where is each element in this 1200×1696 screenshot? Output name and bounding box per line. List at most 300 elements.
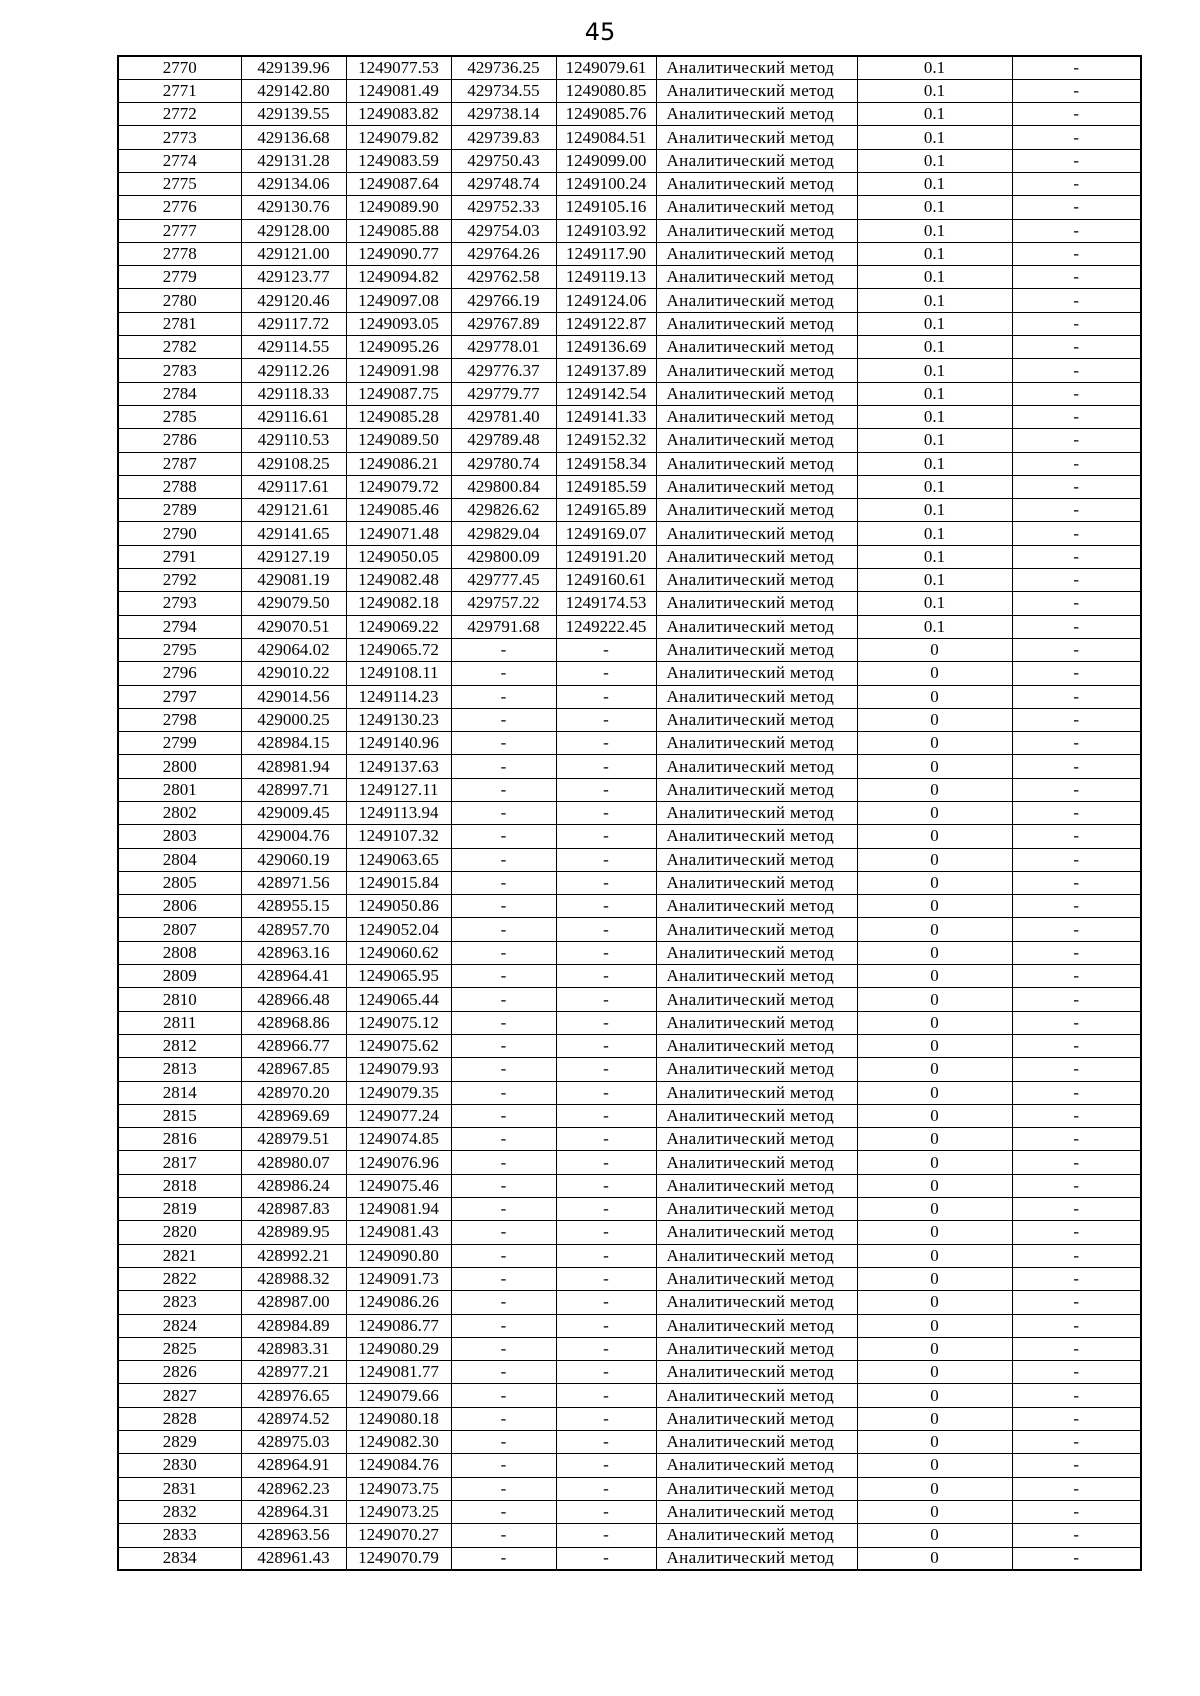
accuracy-cell: 0.1	[857, 126, 1012, 149]
accuracy-cell: 0	[857, 1337, 1012, 1360]
accuracy-cell: 0	[857, 1198, 1012, 1221]
point-number-cell: 2823	[118, 1291, 241, 1314]
y2-coordinate-cell: -	[556, 1267, 656, 1290]
y-coordinate-cell: 1249079.66	[346, 1384, 451, 1407]
point-number-cell: 2783	[118, 359, 241, 382]
note-cell: -	[1012, 965, 1141, 988]
x2-coordinate-cell: 429780.74	[451, 452, 556, 475]
method-cell: Аналитический метод	[656, 289, 857, 312]
note-cell: -	[1012, 1244, 1141, 1267]
accuracy-cell: 0.1	[857, 266, 1012, 289]
point-number-cell: 2807	[118, 918, 241, 941]
accuracy-cell: 0	[857, 1011, 1012, 1034]
x2-coordinate-cell: -	[451, 895, 556, 918]
point-number-cell: 2832	[118, 1500, 241, 1523]
method-cell: Аналитический метод	[656, 499, 857, 522]
y2-coordinate-cell: -	[556, 1058, 656, 1081]
point-number-cell: 2811	[118, 1011, 241, 1034]
x-coordinate-cell: 428964.91	[241, 1454, 346, 1477]
point-number-cell: 2770	[118, 56, 241, 79]
accuracy-cell: 0	[857, 825, 1012, 848]
x-coordinate-cell: 429121.61	[241, 499, 346, 522]
point-number-cell: 2828	[118, 1407, 241, 1430]
y2-coordinate-cell: -	[556, 1500, 656, 1523]
x2-coordinate-cell: 429826.62	[451, 499, 556, 522]
y2-coordinate-cell: -	[556, 732, 656, 755]
x2-coordinate-cell: -	[451, 1500, 556, 1523]
y2-coordinate-cell: 1249158.34	[556, 452, 656, 475]
y2-coordinate-cell: -	[556, 802, 656, 825]
table-row	[118, 1244, 1141, 1267]
x2-coordinate-cell: -	[451, 1361, 556, 1384]
y2-coordinate-cell: 1249099.00	[556, 149, 656, 172]
x-coordinate-cell: 429141.65	[241, 522, 346, 545]
y-coordinate-cell: 1249075.12	[346, 1011, 451, 1034]
table-row	[118, 1314, 1141, 1337]
x-coordinate-cell: 428966.48	[241, 988, 346, 1011]
x2-coordinate-cell: -	[451, 1547, 556, 1570]
note-cell: -	[1012, 312, 1141, 335]
x-coordinate-cell: 428967.85	[241, 1058, 346, 1081]
method-cell: Аналитический метод	[656, 732, 857, 755]
point-number-cell: 2786	[118, 429, 241, 452]
x2-coordinate-cell: 429776.37	[451, 359, 556, 382]
point-number-cell: 2787	[118, 452, 241, 475]
table-row	[118, 429, 1141, 452]
accuracy-cell: 0	[857, 708, 1012, 731]
x2-coordinate-cell: -	[451, 1291, 556, 1314]
note-cell: -	[1012, 56, 1141, 79]
y2-coordinate-cell: 1249100.24	[556, 172, 656, 195]
accuracy-cell: 0	[857, 1384, 1012, 1407]
y2-coordinate-cell: 1249137.89	[556, 359, 656, 382]
x2-coordinate-cell: -	[451, 778, 556, 801]
note-cell: -	[1012, 615, 1141, 638]
table-row	[118, 56, 1141, 79]
y2-coordinate-cell: -	[556, 1547, 656, 1570]
note-cell: -	[1012, 126, 1141, 149]
point-number-cell: 2789	[118, 499, 241, 522]
x-coordinate-cell: 428974.52	[241, 1407, 346, 1430]
x2-coordinate-cell: 429762.58	[451, 266, 556, 289]
note-cell: -	[1012, 848, 1141, 871]
y2-coordinate-cell: -	[556, 685, 656, 708]
x-coordinate-cell: 428988.32	[241, 1267, 346, 1290]
table-row	[118, 522, 1141, 545]
note-cell: -	[1012, 1500, 1141, 1523]
y-coordinate-cell: 1249069.22	[346, 615, 451, 638]
table-row	[118, 336, 1141, 359]
x2-coordinate-cell: -	[451, 1128, 556, 1151]
table-row	[118, 242, 1141, 265]
point-number-cell: 2778	[118, 242, 241, 265]
note-cell: -	[1012, 1034, 1141, 1057]
method-cell: Аналитический метод	[656, 266, 857, 289]
point-number-cell: 2781	[118, 312, 241, 335]
x-coordinate-cell: 429108.25	[241, 452, 346, 475]
y-coordinate-cell: 1249050.86	[346, 895, 451, 918]
table-row	[118, 1128, 1141, 1151]
x-coordinate-cell: 429128.00	[241, 219, 346, 242]
note-cell: -	[1012, 545, 1141, 568]
note-cell: -	[1012, 1081, 1141, 1104]
y-coordinate-cell: 1249083.82	[346, 103, 451, 126]
note-cell: -	[1012, 1198, 1141, 1221]
method-cell: Аналитический метод	[656, 522, 857, 545]
y2-coordinate-cell: 1249084.51	[556, 126, 656, 149]
y-coordinate-cell: 1249081.77	[346, 1361, 451, 1384]
table-row	[118, 1267, 1141, 1290]
y2-coordinate-cell: 1249136.69	[556, 336, 656, 359]
accuracy-cell: 0.1	[857, 56, 1012, 79]
point-number-cell: 2798	[118, 708, 241, 731]
accuracy-cell: 0.1	[857, 545, 1012, 568]
x2-coordinate-cell: 429779.77	[451, 382, 556, 405]
accuracy-cell: 0.1	[857, 522, 1012, 545]
method-cell: Аналитический метод	[656, 1361, 857, 1384]
x-coordinate-cell: 429116.61	[241, 405, 346, 428]
y-coordinate-cell: 1249085.46	[346, 499, 451, 522]
x-coordinate-cell: 429136.68	[241, 126, 346, 149]
x-coordinate-cell: 429064.02	[241, 638, 346, 661]
y-coordinate-cell: 1249082.48	[346, 569, 451, 592]
note-cell: -	[1012, 1407, 1141, 1430]
accuracy-cell: 0.1	[857, 336, 1012, 359]
x2-coordinate-cell: 429778.01	[451, 336, 556, 359]
accuracy-cell: 0	[857, 662, 1012, 685]
method-cell: Аналитический метод	[656, 103, 857, 126]
x2-coordinate-cell: -	[451, 1151, 556, 1174]
x2-coordinate-cell: -	[451, 1058, 556, 1081]
y-coordinate-cell: 1249063.65	[346, 848, 451, 871]
y2-coordinate-cell: -	[556, 1034, 656, 1057]
x2-coordinate-cell: 429764.26	[451, 242, 556, 265]
point-number-cell: 2772	[118, 103, 241, 126]
method-cell: Аналитический метод	[656, 126, 857, 149]
x-coordinate-cell: 428962.23	[241, 1477, 346, 1500]
x-coordinate-cell: 429123.77	[241, 266, 346, 289]
note-cell: -	[1012, 1361, 1141, 1384]
y2-coordinate-cell: 1249103.92	[556, 219, 656, 242]
accuracy-cell: 0	[857, 1477, 1012, 1500]
point-number-cell: 2788	[118, 475, 241, 498]
table-row	[118, 848, 1141, 871]
method-cell: Аналитический метод	[656, 592, 857, 615]
point-number-cell: 2806	[118, 895, 241, 918]
accuracy-cell: 0.1	[857, 499, 1012, 522]
accuracy-cell: 0.1	[857, 452, 1012, 475]
point-number-cell: 2802	[118, 802, 241, 825]
method-cell: Аналитический метод	[656, 336, 857, 359]
table-row	[118, 1477, 1141, 1500]
y2-coordinate-cell: -	[556, 965, 656, 988]
y-coordinate-cell: 1249075.62	[346, 1034, 451, 1057]
y2-coordinate-cell: 1249191.20	[556, 545, 656, 568]
y-coordinate-cell: 1249084.76	[346, 1454, 451, 1477]
accuracy-cell: 0	[857, 988, 1012, 1011]
y-coordinate-cell: 1249093.05	[346, 312, 451, 335]
table-row	[118, 149, 1141, 172]
table-row	[118, 499, 1141, 522]
method-cell: Аналитический метод	[656, 871, 857, 894]
method-cell: Аналитический метод	[656, 1524, 857, 1547]
note-cell: -	[1012, 429, 1141, 452]
note-cell: -	[1012, 685, 1141, 708]
note-cell: -	[1012, 592, 1141, 615]
y2-coordinate-cell: -	[556, 638, 656, 661]
y2-coordinate-cell: -	[556, 755, 656, 778]
method-cell: Аналитический метод	[656, 475, 857, 498]
note-cell: -	[1012, 405, 1141, 428]
note-cell: -	[1012, 79, 1141, 102]
x2-coordinate-cell: -	[451, 802, 556, 825]
accuracy-cell: 0	[857, 1034, 1012, 1057]
accuracy-cell: 0	[857, 1081, 1012, 1104]
accuracy-cell: 0.1	[857, 196, 1012, 219]
accuracy-cell: 0	[857, 941, 1012, 964]
y2-coordinate-cell: -	[556, 1128, 656, 1151]
method-cell: Аналитический метод	[656, 1221, 857, 1244]
point-number-cell: 2826	[118, 1361, 241, 1384]
accuracy-cell: 0.1	[857, 103, 1012, 126]
accuracy-cell: 0	[857, 1221, 1012, 1244]
x2-coordinate-cell: -	[451, 1174, 556, 1197]
y2-coordinate-cell: -	[556, 1011, 656, 1034]
x2-coordinate-cell: 429789.48	[451, 429, 556, 452]
table-row	[118, 592, 1141, 615]
x-coordinate-cell: 429139.96	[241, 56, 346, 79]
table-row	[118, 266, 1141, 289]
table-row	[118, 778, 1141, 801]
note-cell: -	[1012, 1221, 1141, 1244]
point-number-cell: 2830	[118, 1454, 241, 1477]
x-coordinate-cell: 428963.16	[241, 941, 346, 964]
x-coordinate-cell: 428970.20	[241, 1081, 346, 1104]
x2-coordinate-cell: 429738.14	[451, 103, 556, 126]
y-coordinate-cell: 1249097.08	[346, 289, 451, 312]
method-cell: Аналитический метод	[656, 1407, 857, 1430]
point-number-cell: 2829	[118, 1431, 241, 1454]
point-number-cell: 2814	[118, 1081, 241, 1104]
method-cell: Аналитический метод	[656, 1174, 857, 1197]
note-cell: -	[1012, 1151, 1141, 1174]
x-coordinate-cell: 428961.43	[241, 1547, 346, 1570]
y2-coordinate-cell: -	[556, 1431, 656, 1454]
x-coordinate-cell: 429060.19	[241, 848, 346, 871]
x-coordinate-cell: 429139.55	[241, 103, 346, 126]
method-cell: Аналитический метод	[656, 848, 857, 871]
method-cell: Аналитический метод	[656, 1500, 857, 1523]
method-cell: Аналитический метод	[656, 685, 857, 708]
x-coordinate-cell: 429000.25	[241, 708, 346, 731]
note-cell: -	[1012, 266, 1141, 289]
x-coordinate-cell: 428983.31	[241, 1337, 346, 1360]
y-coordinate-cell: 1249083.59	[346, 149, 451, 172]
y-coordinate-cell: 1249108.11	[346, 662, 451, 685]
y2-coordinate-cell: -	[556, 1104, 656, 1127]
table-row	[118, 452, 1141, 475]
y-coordinate-cell: 1249091.98	[346, 359, 451, 382]
accuracy-cell: 0	[857, 1454, 1012, 1477]
table-row	[118, 1361, 1141, 1384]
point-number-cell: 2791	[118, 545, 241, 568]
table-row	[118, 126, 1141, 149]
method-cell: Аналитический метод	[656, 1454, 857, 1477]
accuracy-cell: 0	[857, 1407, 1012, 1430]
page-number: 45	[584, 18, 616, 46]
accuracy-cell: 0	[857, 1174, 1012, 1197]
point-number-cell: 2805	[118, 871, 241, 894]
table-row	[118, 941, 1141, 964]
y-coordinate-cell: 1249050.05	[346, 545, 451, 568]
note-cell: -	[1012, 638, 1141, 661]
note-cell: -	[1012, 755, 1141, 778]
x2-coordinate-cell: -	[451, 1267, 556, 1290]
note-cell: -	[1012, 475, 1141, 498]
point-number-cell: 2803	[118, 825, 241, 848]
accuracy-cell: 0	[857, 1431, 1012, 1454]
y2-coordinate-cell: -	[556, 1314, 656, 1337]
method-cell: Аналитический метод	[656, 1104, 857, 1127]
x2-coordinate-cell: -	[451, 848, 556, 871]
y-coordinate-cell: 1249079.93	[346, 1058, 451, 1081]
table-row	[118, 755, 1141, 778]
y-coordinate-cell: 1249087.75	[346, 382, 451, 405]
x-coordinate-cell: 429120.46	[241, 289, 346, 312]
x2-coordinate-cell: -	[451, 1244, 556, 1267]
method-cell: Аналитический метод	[656, 1337, 857, 1360]
table-row	[118, 732, 1141, 755]
note-cell: -	[1012, 1291, 1141, 1314]
accuracy-cell: 0	[857, 871, 1012, 894]
point-number-cell: 2801	[118, 778, 241, 801]
point-number-cell: 2784	[118, 382, 241, 405]
point-number-cell: 2775	[118, 172, 241, 195]
accuracy-cell: 0	[857, 1500, 1012, 1523]
y-coordinate-cell: 1249089.50	[346, 429, 451, 452]
method-cell: Аналитический метод	[656, 895, 857, 918]
x-coordinate-cell: 429081.19	[241, 569, 346, 592]
method-cell: Аналитический метод	[656, 149, 857, 172]
y-coordinate-cell: 1249086.77	[346, 1314, 451, 1337]
table-row	[118, 1500, 1141, 1523]
y2-coordinate-cell: -	[556, 1291, 656, 1314]
x-coordinate-cell: 429121.00	[241, 242, 346, 265]
y-coordinate-cell: 1249077.53	[346, 56, 451, 79]
note-cell: -	[1012, 1104, 1141, 1127]
x2-coordinate-cell: 429739.83	[451, 126, 556, 149]
note-cell: -	[1012, 149, 1141, 172]
note-cell: -	[1012, 569, 1141, 592]
accuracy-cell: 0	[857, 1104, 1012, 1127]
point-number-cell: 2818	[118, 1174, 241, 1197]
y2-coordinate-cell: -	[556, 662, 656, 685]
table-row	[118, 289, 1141, 312]
point-number-cell: 2816	[118, 1128, 241, 1151]
y2-coordinate-cell: 1249160.61	[556, 569, 656, 592]
accuracy-cell: 0.1	[857, 475, 1012, 498]
x2-coordinate-cell: -	[451, 732, 556, 755]
note-cell: -	[1012, 988, 1141, 1011]
method-cell: Аналитический метод	[656, 569, 857, 592]
table-row	[118, 475, 1141, 498]
point-number-cell: 2815	[118, 1104, 241, 1127]
accuracy-cell: 0	[857, 802, 1012, 825]
table-row	[118, 79, 1141, 102]
accuracy-cell: 0.1	[857, 79, 1012, 102]
y-coordinate-cell: 1249137.63	[346, 755, 451, 778]
point-number-cell: 2834	[118, 1547, 241, 1570]
accuracy-cell: 0.1	[857, 592, 1012, 615]
y2-coordinate-cell: 1249165.89	[556, 499, 656, 522]
y-coordinate-cell: 1249089.90	[346, 196, 451, 219]
table-row	[118, 638, 1141, 661]
point-number-cell: 2792	[118, 569, 241, 592]
accuracy-cell: 0	[857, 732, 1012, 755]
x-coordinate-cell: 428964.41	[241, 965, 346, 988]
x2-coordinate-cell: -	[451, 685, 556, 708]
y2-coordinate-cell: -	[556, 1244, 656, 1267]
y2-coordinate-cell: -	[556, 778, 656, 801]
point-number-cell: 2809	[118, 965, 241, 988]
accuracy-cell: 0	[857, 1524, 1012, 1547]
point-number-cell: 2799	[118, 732, 241, 755]
note-cell: -	[1012, 1267, 1141, 1290]
note-cell: -	[1012, 452, 1141, 475]
note-cell: -	[1012, 1128, 1141, 1151]
x-coordinate-cell: 428968.86	[241, 1011, 346, 1034]
accuracy-cell: 0.1	[857, 312, 1012, 335]
y-coordinate-cell: 1249091.73	[346, 1267, 451, 1290]
method-cell: Аналитический метод	[656, 1244, 857, 1267]
table-row	[118, 1524, 1141, 1547]
x2-coordinate-cell: 429757.22	[451, 592, 556, 615]
point-number-cell: 2812	[118, 1034, 241, 1057]
x2-coordinate-cell: -	[451, 825, 556, 848]
x-coordinate-cell: 429117.72	[241, 312, 346, 335]
x-coordinate-cell: 428986.24	[241, 1174, 346, 1197]
x2-coordinate-cell: -	[451, 1221, 556, 1244]
note-cell: -	[1012, 1547, 1141, 1570]
table-row	[118, 382, 1141, 405]
accuracy-cell: 0	[857, 755, 1012, 778]
x2-coordinate-cell: -	[451, 1524, 556, 1547]
y2-coordinate-cell: -	[556, 1221, 656, 1244]
x2-coordinate-cell: 429734.55	[451, 79, 556, 102]
note-cell: -	[1012, 522, 1141, 545]
note-cell: -	[1012, 359, 1141, 382]
method-cell: Аналитический метод	[656, 1431, 857, 1454]
x-coordinate-cell: 428992.21	[241, 1244, 346, 1267]
x-coordinate-cell: 429142.80	[241, 79, 346, 102]
y2-coordinate-cell: 1249124.06	[556, 289, 656, 312]
x-coordinate-cell: 428987.83	[241, 1198, 346, 1221]
x2-coordinate-cell: 429829.04	[451, 522, 556, 545]
point-number-cell: 2774	[118, 149, 241, 172]
x2-coordinate-cell: 429800.09	[451, 545, 556, 568]
point-number-cell: 2813	[118, 1058, 241, 1081]
point-number-cell: 2776	[118, 196, 241, 219]
x2-coordinate-cell: -	[451, 941, 556, 964]
table-row	[118, 1547, 1141, 1570]
x-coordinate-cell: 429009.45	[241, 802, 346, 825]
y2-coordinate-cell: 1249119.13	[556, 266, 656, 289]
table-row	[118, 219, 1141, 242]
accuracy-cell: 0	[857, 1128, 1012, 1151]
x-coordinate-cell: 429010.22	[241, 662, 346, 685]
y2-coordinate-cell: -	[556, 941, 656, 964]
x2-coordinate-cell: 429767.89	[451, 312, 556, 335]
